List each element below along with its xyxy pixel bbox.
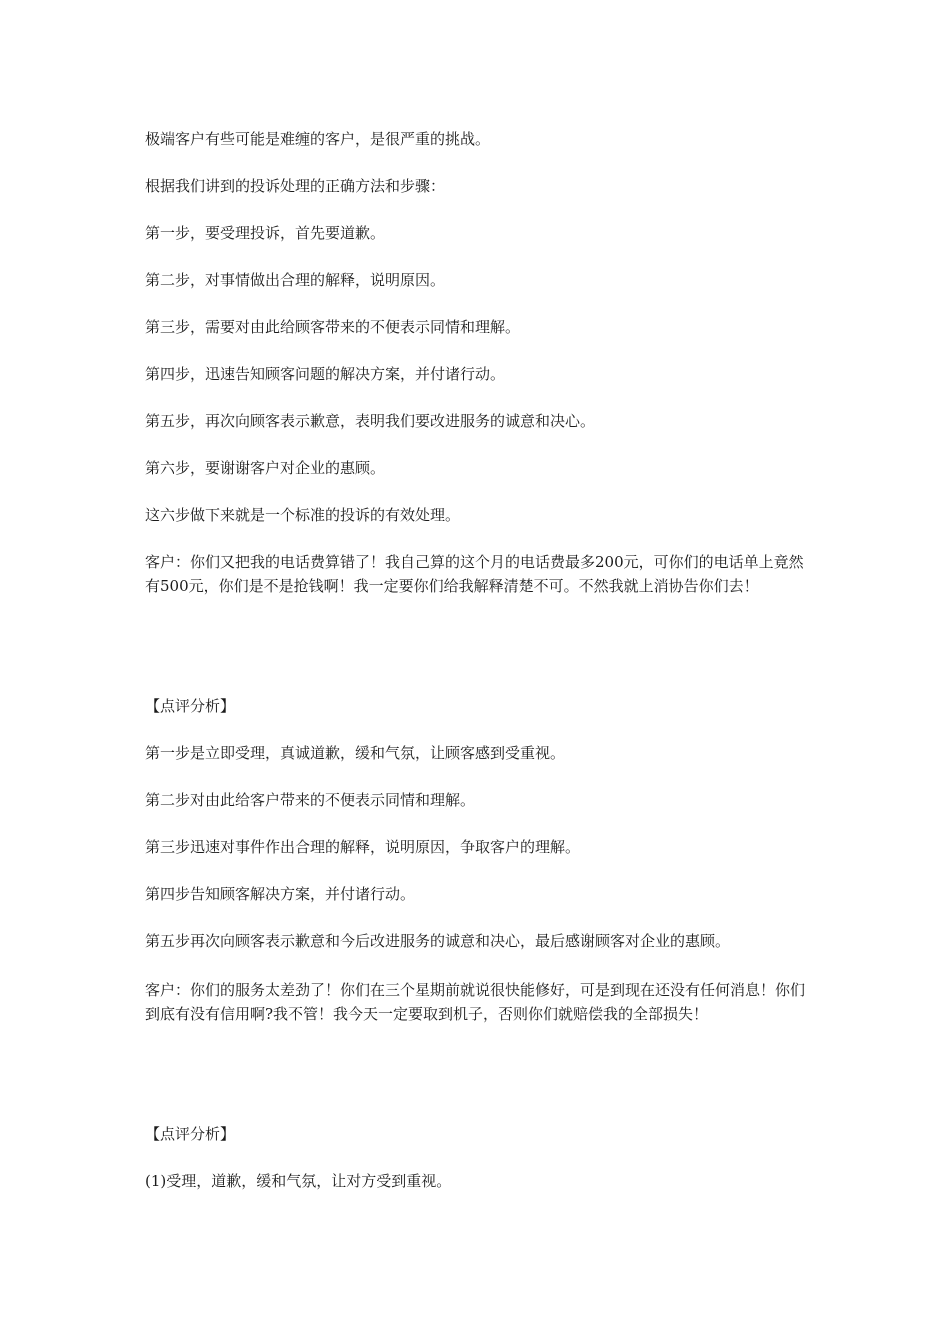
paragraph-method-intro: 根据我们讲到的投诉处理的正确方法和步骤： [145,177,446,195]
heading-analysis-2: 【点评分析】 [145,1125,236,1143]
paragraph-analysis-1-step-5: 第五步再次向顾客表示歉意和今后改进服务的诚意和决心，最后感谢顾客对企业的惠顾。 [145,932,731,950]
paragraph-intro: 极端客户有些可能是难缠的客户，是很严重的挑战。 [145,130,491,148]
paragraph-step-1: 第一步，要受理投诉，首先要道歉。 [145,224,386,242]
paragraph-analysis-1-step-4: 第四步告知顾客解决方案，并付诸行动。 [145,885,416,903]
paragraph-customer-case-1: 客户：你们又把我的电话费算错了！我自己算的这个月的电话费最多200元，可你们的电话单上竟然有500元，你们是不是抢钱啊！我一定要你们给我解释清楚不可。不然我就上消协告你们去！ [145,553,804,595]
paragraph-step-4: 第四步，迅速告知顾客问题的解决方案，并付诸行动。 [145,365,506,383]
paragraph-analysis-1-step-2: 第二步对由此给客户带来的不便表示同情和理解。 [145,791,476,809]
paragraph-step-2: 第二步，对事情做出合理的解释，说明原因。 [145,271,446,289]
paragraph-step-6: 第六步，要谢谢客户对企业的惠顾。 [145,459,386,477]
heading-analysis-1: 【点评分析】 [145,697,236,715]
paragraph-step-3: 第三步，需要对由此给顾客带来的不便表示同情和理解。 [145,318,521,336]
paragraph-analysis-1-step-1: 第一步是立即受理，真诚道歉，缓和气氛，让顾客感到受重视。 [145,744,566,762]
paragraph-analysis-2-item-1: (1)受理，道歉，缓和气氛，让对方受到重视。 [145,1172,452,1190]
paragraph-step-5: 第五步，再次向顾客表示歉意，表明我们要改进服务的诚意和决心。 [145,412,596,430]
paragraph-customer-case-2: 客户：你们的服务太差劲了！你们在三个星期前就说很快能修好，可是到现在还没有任何消息！你们到底有没有信用啊?我不管！我今天一定要取到机子，否则你们就赔偿我的全部损失！ [145,981,806,1023]
paragraph-analysis-1-step-3: 第三步迅速对事件作出合理的解释，说明原因，争取客户的理解。 [145,838,581,856]
paragraph-summary: 这六步做下来就是一个标准的投诉的有效处理。 [145,506,461,524]
